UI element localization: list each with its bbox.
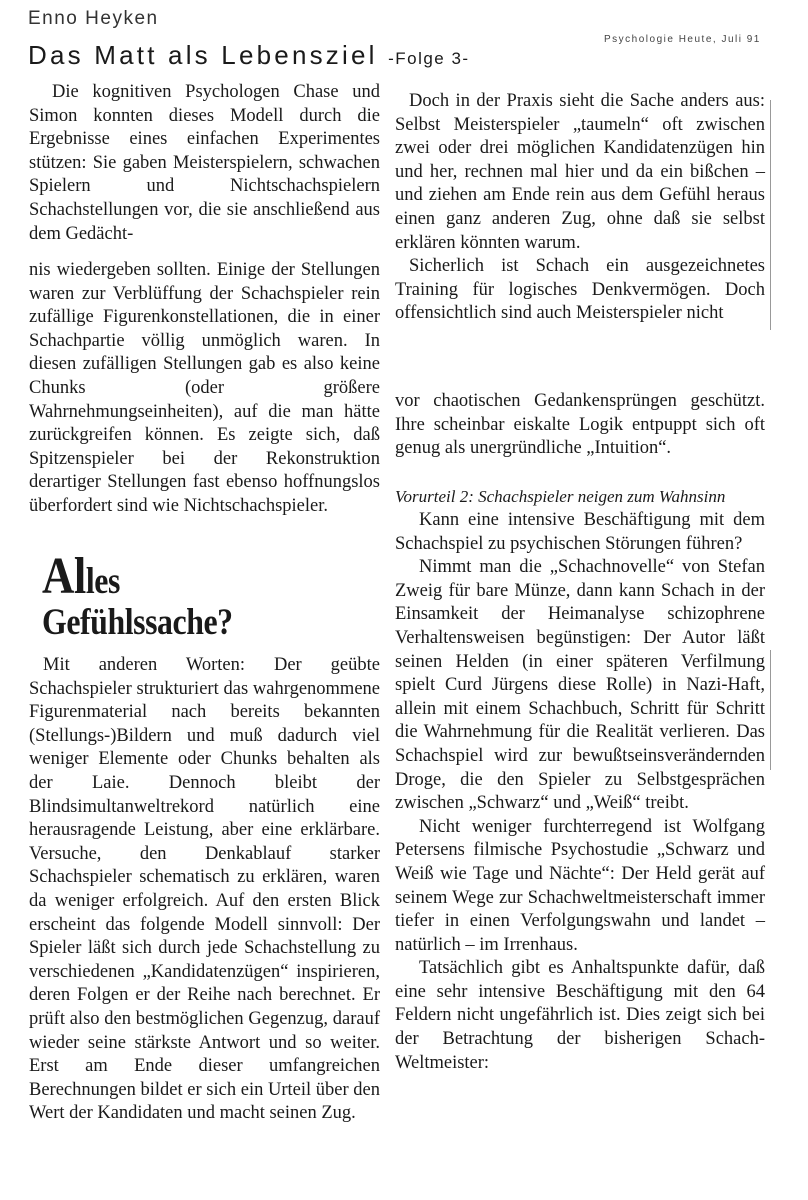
heading-line-2: Gefühlssache? (42, 602, 233, 643)
title-text: Das Matt als Lebensziel (28, 40, 378, 70)
right-column-block-2 (395, 390, 765, 461)
right-column-block-3 (395, 486, 765, 1075)
left-column-block-1 (29, 81, 380, 246)
heading-word-rest: les (85, 561, 120, 602)
right-column-block-1 (395, 90, 765, 326)
series-label: -Folge 3- (388, 49, 470, 68)
paragraph: Mit anderen Worten: Der geübte Schachspieler strukturiert das wahrgenommene Figurenmaterial nach bereits bekannten (Stellungs-)Bildern und muß dadurch viel weniger Elemente oder Chunks behalten als der Laie. Dennoch bleibt der Blindsimultanweltrekord natürlich eine herausragende Leistung, aber eine erklärbare. Versuche, den Denkablauf starker Schachspieler schematisch zu erklären, waren da weniger erfolgreich. Auf den ersten Blick erscheint das folgende Modell sinnvoll: Der Spieler läßt sich durch jede Schachstellung zu verschiedenen „Kandidatenzügen“ inspirieren, deren Folgen er der Reihe nach berechnet. Er prüft also den bestmöglichen Gegenzug, darauf wieder seine stärkste Antwort und so weiter. Erst am Ende dieser umfangreichen Berechnungen bildet er sich ein Urteil über den Wert der Kandidaten und macht seinen Zug. (29, 655, 380, 1124)
subheading: Vorurteil 2: Schachspieler neigen zum Wahnsinn (395, 487, 726, 506)
paragraph: nis wiedergeben sollten. Einige der Stellungen waren zur Verblüffung der Schachspieler rein zufällige Figurenkonstellationen, die in einer Schachpartie völlig unmöglich waren. In diesen zufälligen Stellungen gab es also keine Chunks (oder größere Wahrnehmungseinheiten), auf die man hätte zurückgreifen können. Es zeigte sich, daß Spitzenspieler bei der Rekonstruktion derartiger Stellungen fast ebenso hoffnungslos überfordert sind wie Nichtschachspieler. (29, 260, 380, 516)
paragraph: Nimmt man die „Schachnovelle“ von Stefan Zweig für bare Münze, dann kann Schach in der Einsamkeit der Heimanalyse schizophrene Verhaltensweisen begünstigen: Der Autor läßt seinen Helden (in einer späteren Verfilmung spielt Curd Jürgens diese Rolle) in Nazi-Haft, allein mit einem Schachbuch, Schritt für Schritt die Wahrnehmung für die Realität verlieren. Das Schachspiel wird zur bewußtseinsverändernden Droge, die den Spieler zu Selbstgesprächen zwischen „Schwarz“ und „Weiß“ treibt. (395, 557, 765, 814)
column-edge-line (770, 100, 771, 330)
paragraph: Sicherlich ist Schach ein ausgezeichnetes Training für logisches Denkvermögen. Doch offensichtlich sind auch Meisterspieler nicht (395, 256, 765, 324)
section-heading (42, 548, 233, 643)
paragraph: Die kognitiven Psychologen Chase und Simon konnten dieses Modell durch die Ergebnisse eines einfachen Experimentes stützen: Sie gaben Meisterspielern, schwachen Spielern und Nichtschachspielern Schachstellungen vor, die sie anschließend aus dem Gedächt- (29, 82, 380, 244)
author-name: Enno Heyken (28, 8, 159, 29)
paragraph: Nicht weniger furchterregend ist Wolfgang Petersens filmische Psychostudie „Schwarz und Weiß wie Tage und Nächte“: Der Held gerät auf seinem Wege zur Schachweltmeisterschaft immer tiefer in einen Verfolgungswahn und landet – natürlich – im Irrenhaus. (395, 816, 765, 955)
heading-initial: Al (42, 548, 86, 605)
left-column-block-3 (29, 654, 380, 1126)
source-citation: Psychologie Heute, Juli 91 (604, 34, 761, 45)
paragraph: Kann eine intensive Beschäftigung mit dem Schachspiel zu psychischen Störungen führen? (395, 510, 765, 554)
column-edge-line (770, 650, 771, 770)
paragraph: Doch in der Praxis sieht die Sache anders aus: Selbst Meisterspieler „taumeln“ oft zwischen zwei oder drei möglichen Kandidatenzügen hin und her, rechnen mal hier und da ein bißchen – und ziehen am Ende rein aus dem Gefühl heraus einen ganz anderen Zug, ohne daß sie selbst erklären könnten warum. (395, 91, 765, 253)
paragraph: vor chaotischen Gedankensprüngen geschützt. Ihre scheinbar eiskalte Logik entpuppt sich oft genug als unergründliche „Intuition“. (395, 391, 765, 459)
left-column-block-2 (29, 259, 380, 519)
paragraph: Tatsächlich gibt es Anhaltspunkte dafür, daß eine sehr intensive Beschäftigung mit den 64 Feldern nicht ungefährlich ist. Dies zeigt sich bei der Betrachtung der bisherigen Schach-Weltmeister: (395, 958, 765, 1073)
article-title (28, 40, 470, 71)
